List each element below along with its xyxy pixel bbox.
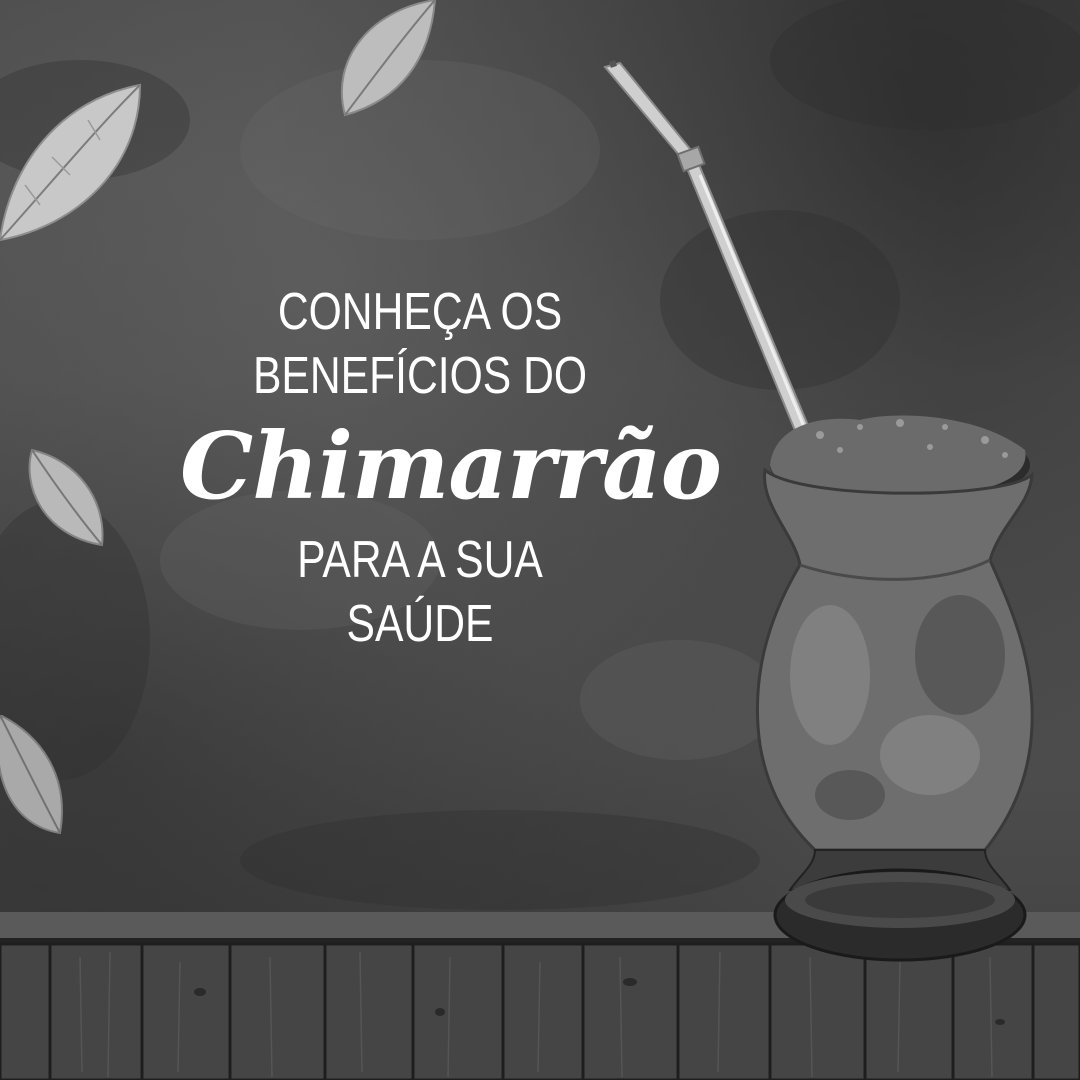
chimarrao-gourd-icon [600,55,1040,975]
leaf-icon [22,445,107,550]
headline-script-word: Chimarrão [180,412,721,520]
headline-line-1: CONHEÇA OS [277,283,563,341]
leaf-icon [0,75,145,245]
headline [180,280,721,656]
headline-line-4: PARA A SUA SAÚDE [297,531,543,653]
leaf-icon [330,0,440,120]
leaf-icon [0,715,68,835]
headline-line-2: BENEFÍCIOS DO [252,347,588,405]
